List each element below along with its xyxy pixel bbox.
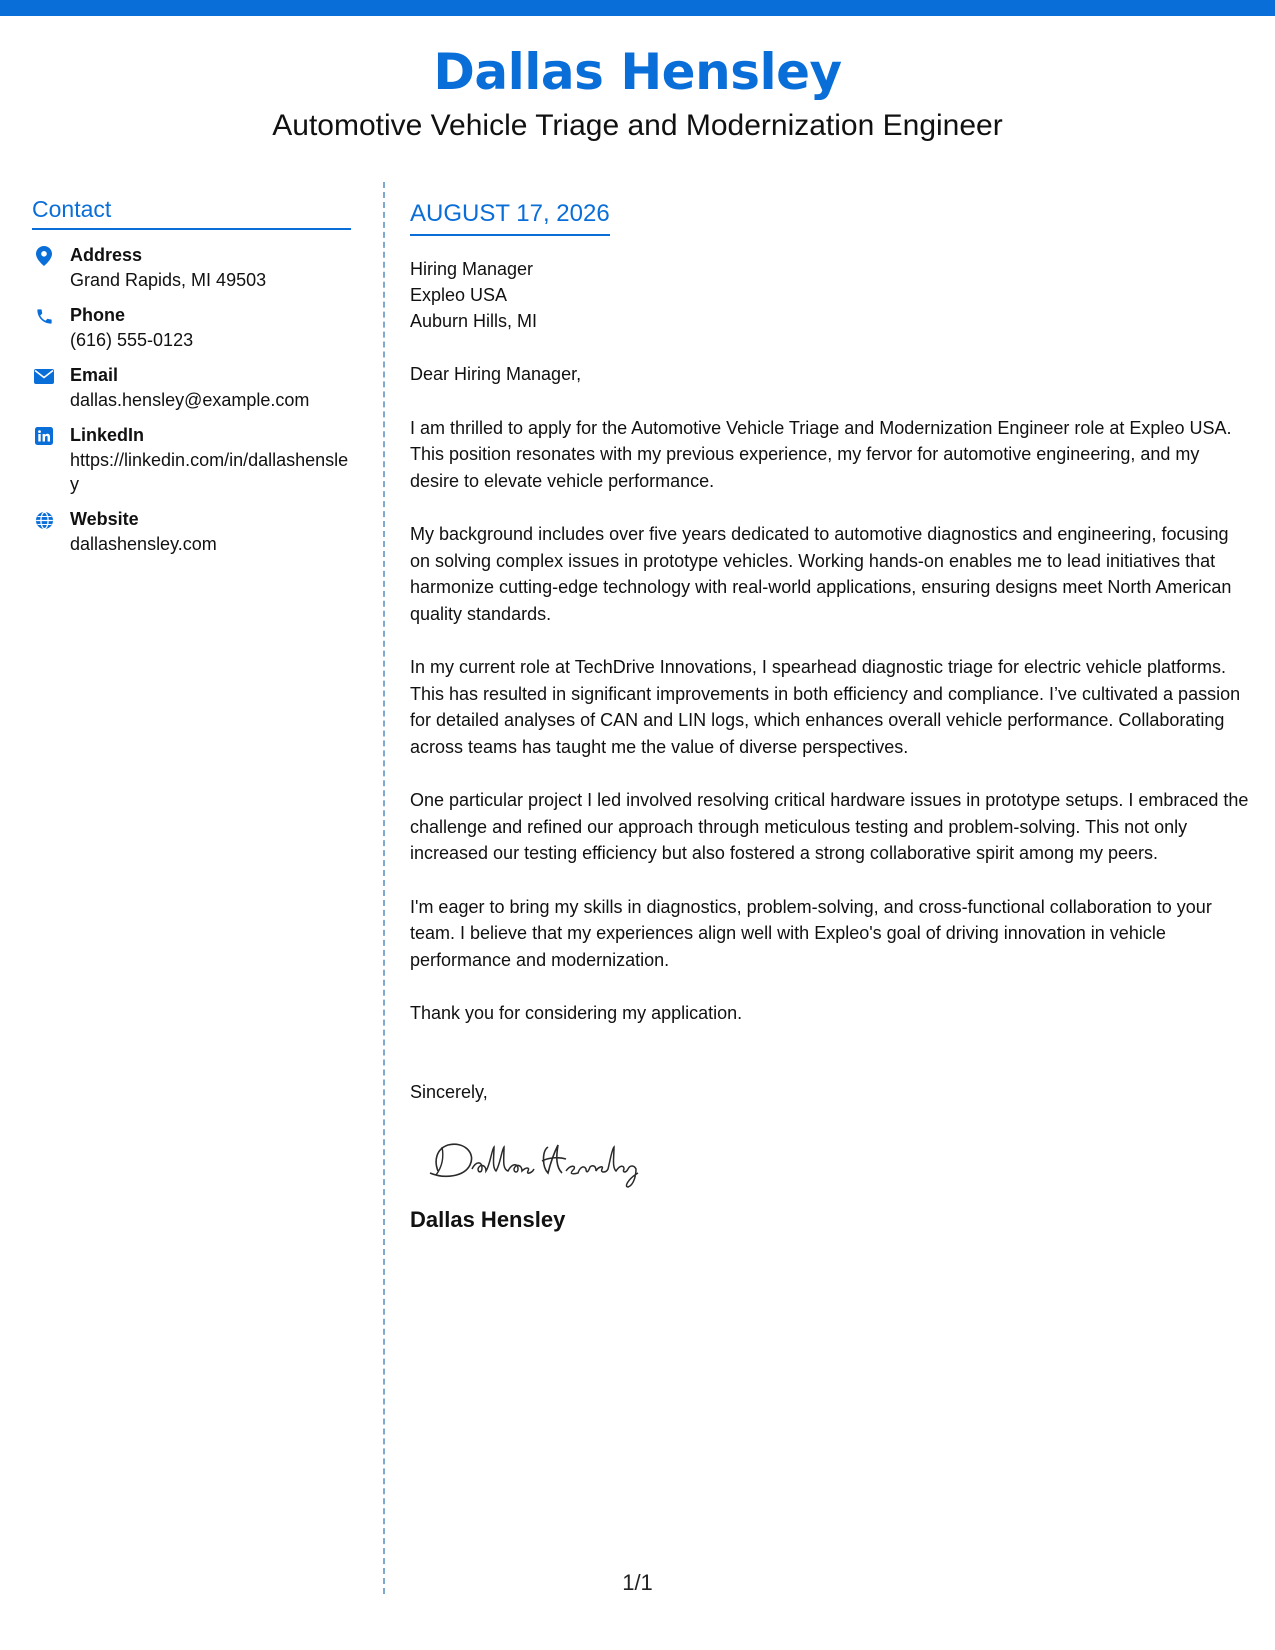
letter-body	[410, 256, 1250, 1235]
letter-paragraph: In my current role at TechDrive Innovations, I spearhead diagnostic triage for electric vehicle platforms. This has resulted in significant improvements in both efficiency and compliance. I’ve cultivated a passion for detailed analyses of CAN and LIN logs, which enhances overall vehicle performance. Collaborating across teams has taught me the value of diverse perspectives.	[410, 657, 1241, 757]
phone-label: Phone	[70, 305, 126, 325]
letter-paragraph: One particular project I led involved resolving critical hardware issues in prototype setups. I embraced the challenge and refined our approach through meticulous testing and problem-solving. This not only increased our testing efficiency but also fostered a strong collaborative spirit among my peers.	[410, 790, 1249, 863]
letter-paragraph: Thank you for considering my application.	[410, 1003, 743, 1023]
linkedin-label: LinkedIn	[70, 425, 145, 445]
envelope-icon	[32, 364, 56, 388]
website-value[interactable]: dallashensley.com	[70, 534, 217, 554]
letter-paragraph: My background includes over five years dedicated to automotive diagnostics and engineering, focusing on solving complex issues in prototype vehicles. Working hands-on enables me to lead initiatives that harmonize cutting-edge technology with real-world applications, ensuring designs meet North American quality standards.	[410, 524, 1232, 624]
map-pin-icon	[32, 244, 56, 268]
recipient-block	[410, 256, 1250, 334]
website-label: Website	[70, 509, 139, 529]
recipient-line: Expleo USA	[410, 285, 508, 305]
letter-paragraph: I'm eager to bring my skills in diagnostics, problem-solving, and cross-functional collaboration to your team. I believe that my experiences align well with Expleo's goal of driving innovation in vehicle performance and modernization.	[410, 896, 1212, 970]
top-accent-bar	[0, 0, 1275, 16]
contact-item-linkedin	[32, 422, 351, 496]
signer-name: Dallas Hensley	[410, 1207, 566, 1232]
page-number: 1/1	[622, 1570, 653, 1595]
applicant-name: Dallas Hensley	[433, 43, 842, 101]
email-value[interactable]: dallas.hensley@example.com	[70, 390, 310, 410]
recipient-line: Hiring Manager	[410, 259, 534, 279]
letter-main	[410, 198, 1250, 1235]
contact-item-email	[32, 362, 351, 412]
recipient-line: Auburn Hills, MI	[410, 311, 538, 331]
column-divider	[383, 182, 385, 1594]
contact-sidebar	[32, 194, 351, 566]
linkedin-value[interactable]: https://linkedin.com/in/dallashensley	[70, 450, 349, 494]
address-value: Grand Rapids, MI 49503	[70, 270, 267, 290]
salutation: Dear Hiring Manager,	[410, 364, 582, 384]
contact-item-address	[32, 242, 351, 292]
letter-date: AUGUST 17, 2026	[410, 198, 610, 236]
phone-value[interactable]: (616) 555-0123	[70, 330, 194, 350]
job-title: Automotive Vehicle Triage and Modernization Engineer	[272, 109, 1003, 142]
linkedin-icon	[32, 424, 56, 448]
contact-item-website	[32, 506, 351, 556]
phone-icon	[32, 304, 56, 328]
closing: Sincerely,	[410, 1081, 488, 1102]
address-label: Address	[70, 245, 143, 265]
handwritten-signature	[420, 1131, 1250, 1191]
contact-list	[32, 242, 351, 556]
contact-heading: Contact	[32, 194, 351, 230]
contact-item-phone	[32, 302, 351, 352]
header	[0, 40, 1275, 146]
email-label: Email	[70, 365, 119, 385]
letter-paragraph: I am thrilled to apply for the Automotive Vehicle Triage and Modernization Engineer role at Expleo USA. This position resonates with my previous experience, my fervor for automotive engineering, and my desire to elevate vehicle performance.	[410, 417, 1232, 491]
globe-icon	[32, 508, 56, 532]
